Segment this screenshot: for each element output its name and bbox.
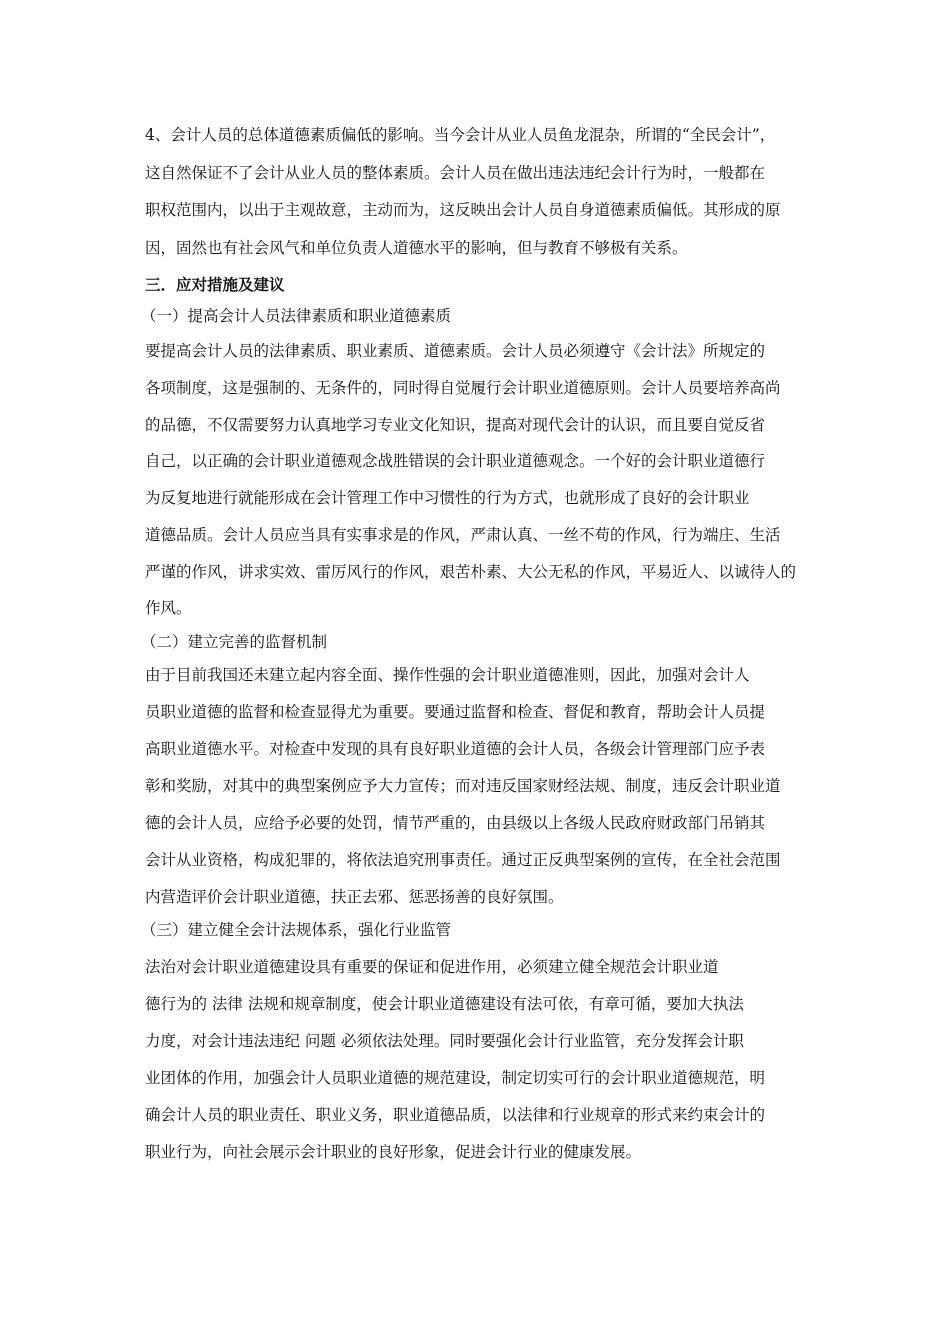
- subsection-heading: （三）建立健全会计法规体系，强化行业监管: [141, 921, 452, 939]
- paragraph-line: 这自然保证不了会计从业人员的整体素质。会计人员在做出违法违纪会计行为时，一般都在: [145, 164, 766, 182]
- paragraph-line: 职权范围内，以出于主观故意，主动而为，这反映出会计人员自身道德素质偏低。其形成的原: [145, 201, 781, 219]
- paragraph-line: 严谨的作风，讲求实效、雷厉风行的作风，艰苦朴素、大公无私的作风，平易近人、以诚待人的: [145, 563, 797, 581]
- paragraph-line: 彰和奖励，对其中的典型案例应予大力宣传；而对违反国家财经法规、制度，违反会计职业道: [145, 777, 781, 795]
- paragraph-line: 职业行为，向社会展示会计职业的良好形象，促进会计行业的健康发展。: [145, 1143, 642, 1161]
- paragraph-line: 员职业道德的监督和检查显得尤为重要。要通过监督和检查、督促和教育，帮助会计人员提: [145, 703, 766, 721]
- paragraph-line: 德行为的 法律 法规和规章制度，使会计职业道德建设有法可依，有章可循，要加大执法: [145, 995, 744, 1013]
- paragraph-line: 要提高会计人员的法律素质、职业素质、道德素质。会计人员必须遵守《会计法》所规定的: [145, 342, 766, 360]
- paragraph-line: 内营造评价会计职业道德，扶正去邪、惩恶扬善的良好氛围。: [145, 888, 564, 906]
- paragraph-line: 力度，对会计违法违纪 问题 必须依法处理。同时要强化会计行业监管，充分发挥会计职: [145, 1032, 744, 1050]
- paragraph-line: 确会计人员的职业责任、职业义务，职业道德品质，以法律和行业规章的形式来约束会计的: [145, 1106, 766, 1124]
- subsection-heading: （二）建立完善的监督机制: [141, 633, 328, 651]
- paragraph-line: 的品德，不仅需要努力认真地学习专业文化知识，提高对现代会计的认识，而且要自觉反省: [145, 416, 766, 434]
- paragraph-line: 各项制度，这是强制的、无条件的，同时得自觉履行会计职业道德原则。会计人员要培养高尚: [145, 379, 781, 397]
- paragraph-line: 作风。: [145, 599, 192, 617]
- paragraph-line: 法治对会计职业道德建设具有重要的保证和促进作用，必须建立健全规范会计职业道: [145, 958, 719, 976]
- paragraph-line: 德的会计人员，应给予必要的处罚，情节严重的，由县级以上各级人民政府财政部门吊销其: [145, 814, 766, 832]
- paragraph-line: 4、会计人员的总体道德素质偏低的影响。当今会计从业人员鱼龙混杂，所谓的“全民会计”，: [145, 126, 776, 144]
- paragraph-line: 高职业道德水平。对检查中发现的具有良好职业道德的会计人员，各级会计管理部门应予表: [145, 740, 766, 758]
- paragraph-line: 由于目前我国还未建立起内容全面、操作性强的会计职业道德准则，因此，加强对会计人: [145, 666, 750, 684]
- paragraph-line: 自己，以正确的会计职业道德观念战胜错误的会计职业道德观念。一个好的会计职业道德行: [145, 452, 766, 470]
- paragraph-line: 因，固然也有社会风气和单位负责人道德水平的影响，但与教育不够极有关系。: [145, 239, 688, 257]
- paragraph-line: 道德品质。会计人员应当具有实事求是的作风，严肃认真、一丝不苟的作风，行为端庄、生活: [145, 526, 781, 544]
- paragraph-line: 为反复地进行就能形成在会计管理工作中习惯性的行为方式，也就形成了良好的会计职业: [145, 489, 750, 507]
- subsection-heading: （一）提高会计人员法律素质和职业道德素质: [141, 307, 452, 325]
- paragraph-line: 会计从业资格，构成犯罪的，将依法追究刑事责任。通过正反典型案例的宣传，在全社会范围: [145, 851, 781, 869]
- paragraph-line: 业团体的作用，加强会计人员职业道德的规范建设，制定切实可行的会计职业道德规范，明: [145, 1069, 766, 1087]
- section-heading: 三．应对措施及建议: [145, 275, 285, 294]
